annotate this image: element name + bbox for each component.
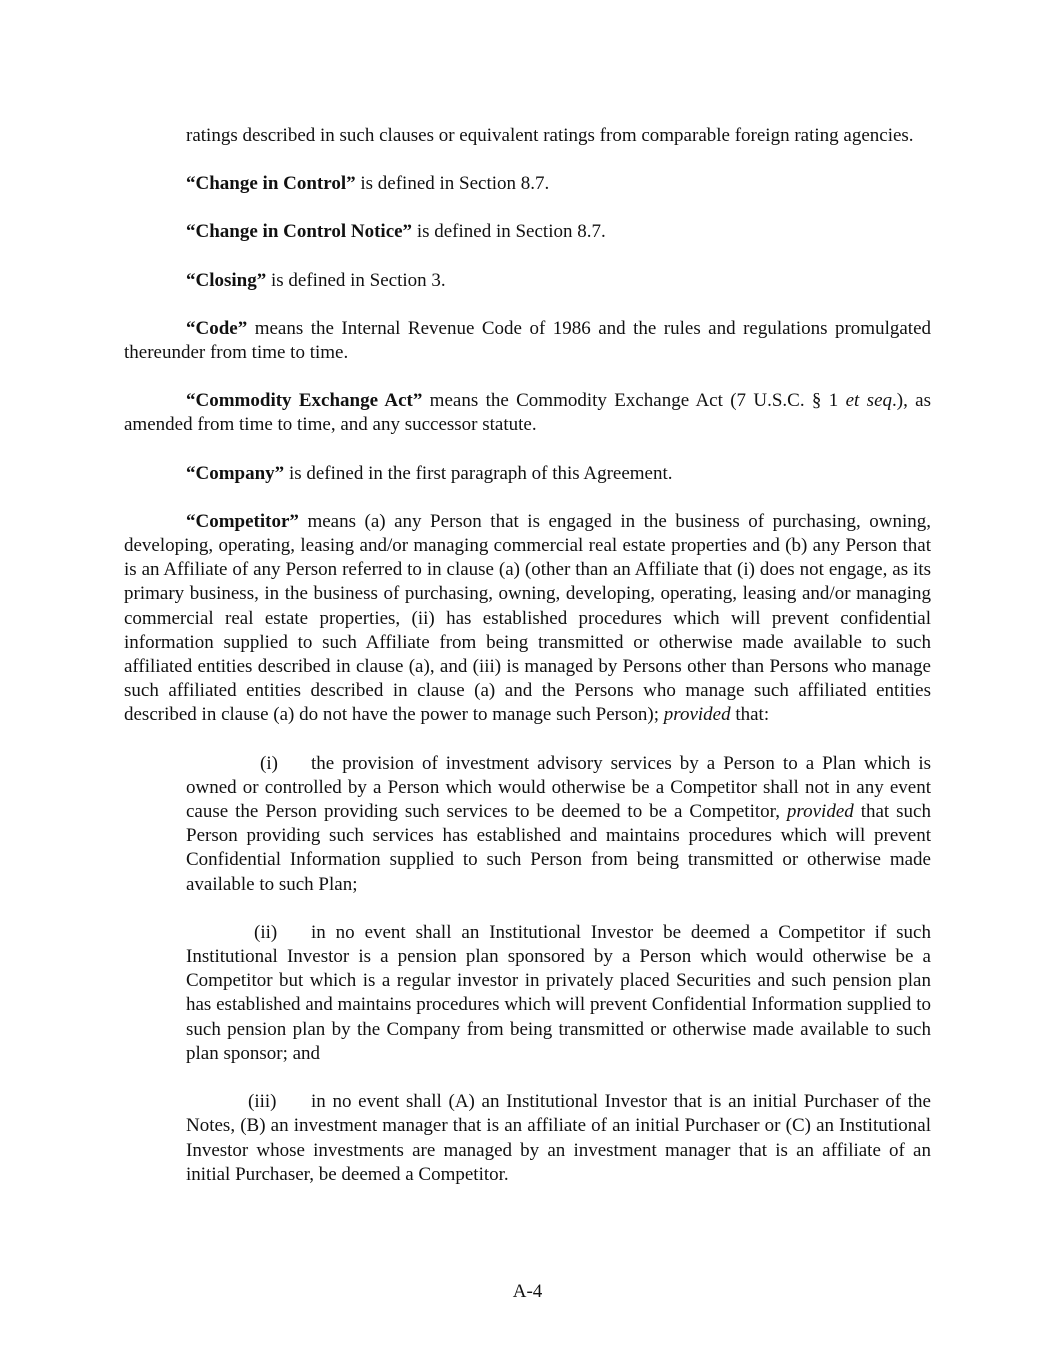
clause-number: (iii) (248, 1091, 277, 1113)
definition-closing (124, 269, 931, 293)
definition-change-in-control-notice (124, 220, 931, 244)
clause-ii (124, 921, 931, 1066)
definition-text: is defined in Section 8.7. (355, 173, 550, 195)
definition-commodity-exchange-act (124, 389, 931, 437)
defined-term: “Competitor” (186, 510, 299, 532)
italic-text: et seq (845, 390, 893, 412)
defined-term: “Commodity Exchange Act” (186, 390, 423, 412)
definition-text: means the Commodity Exchange Act (7 U.S.C. § 1 (422, 390, 846, 412)
defined-term: “Company” (186, 462, 285, 484)
definition-text: means the Internal Revenue Code of 1986 and the rules and regulations promulgated thereunder from time to time. (124, 317, 931, 364)
clause-iii (124, 1090, 931, 1187)
definition-code (124, 317, 931, 365)
definition-text: is defined in the first paragraph of this Agreement. (284, 462, 673, 484)
definition-text: means (a) any Person that is engaged in the business of purchasing, owning, developing, operating, leasing and/or managing commercial real estate properties and (b) any Person that is an Affiliate of any Person referred to in clause (a) (other than an Affiliate that (i) does not engage, as its primary business, in the business of purchasing, owning, developing, operating, leasing and/or managing commercial real estate properties, (ii) has established procedures which will prevent confidential information supplied to such Affiliate from being transmitted or otherwise made available to such affiliated entities described in clause (a), and (iii) is managed by Persons other than Persons who manage such affiliated entities described in clause (a) and the Persons who manage such affiliated entities described in clause (a) do not have the power to manage such Person); (124, 510, 931, 726)
clause-number: (i) (260, 752, 278, 774)
continuation-text: ratings described in such clauses or equivalent ratings from comparable foreign rating agencies. (186, 125, 914, 146)
clause-i (124, 752, 931, 897)
definition-text: that: (730, 704, 770, 726)
definition-text: is defined in Section 8.7. (412, 221, 606, 243)
continuation-paragraph (124, 124, 931, 148)
clause-text: in no event shall (A) an Institutional Investor that is an initial Purchaser of the Notes, (B) an investment manager that is an affiliate of an initial Purchaser or (C) an Institutional Investor whose investments are managed by an investment manager that is an affiliate of an initial Purchaser, be deemed a Competitor. (186, 1091, 931, 1185)
italic-text: provided (663, 704, 731, 726)
page-footer (0, 1280, 1055, 1304)
clause-text: that such Person providing such services has established and maintains procedures which will prevent Confidential Information supplied to such Person from being transmitted or otherwise made available to such Plan; (186, 801, 931, 895)
definition-text: .), as amended from time to time, and any successor statute. (124, 390, 932, 436)
definition-change-in-control (124, 172, 931, 196)
definition-competitor (124, 510, 931, 728)
clause-text: in no event shall an Institutional Investor be deemed a Competitor if such Institutional Investor is a pension plan sponsored by a Person which would otherwise be a Competitor but which is a regular investor in privately placed Securities and such pension plan has established and maintains procedures which will prevent Confidential Information supplied to such pension plan by the Company from being transmitted or otherwise made available to such plan sponsor; and (186, 921, 931, 1064)
defined-term: “Change in Control Notice” (186, 221, 413, 243)
italic-text: provided (786, 801, 854, 823)
definition-company (124, 462, 931, 486)
defined-term: “Closing” (186, 269, 267, 291)
clause-text: the provision of investment advisory services by a Person to a Plan which is owned or controlled by a Person which would otherwise be a Competitor shall not in any event cause the Person providing such services to be deemed to be a Competitor, (186, 752, 931, 823)
document-body (124, 124, 931, 1211)
page-number: A-4 (512, 1281, 543, 1302)
definition-text: is defined in Section 3. (266, 269, 446, 291)
defined-term: “Change in Control” (186, 173, 356, 195)
clause-number: (ii) (254, 921, 278, 943)
defined-term: “Code” (186, 317, 248, 339)
